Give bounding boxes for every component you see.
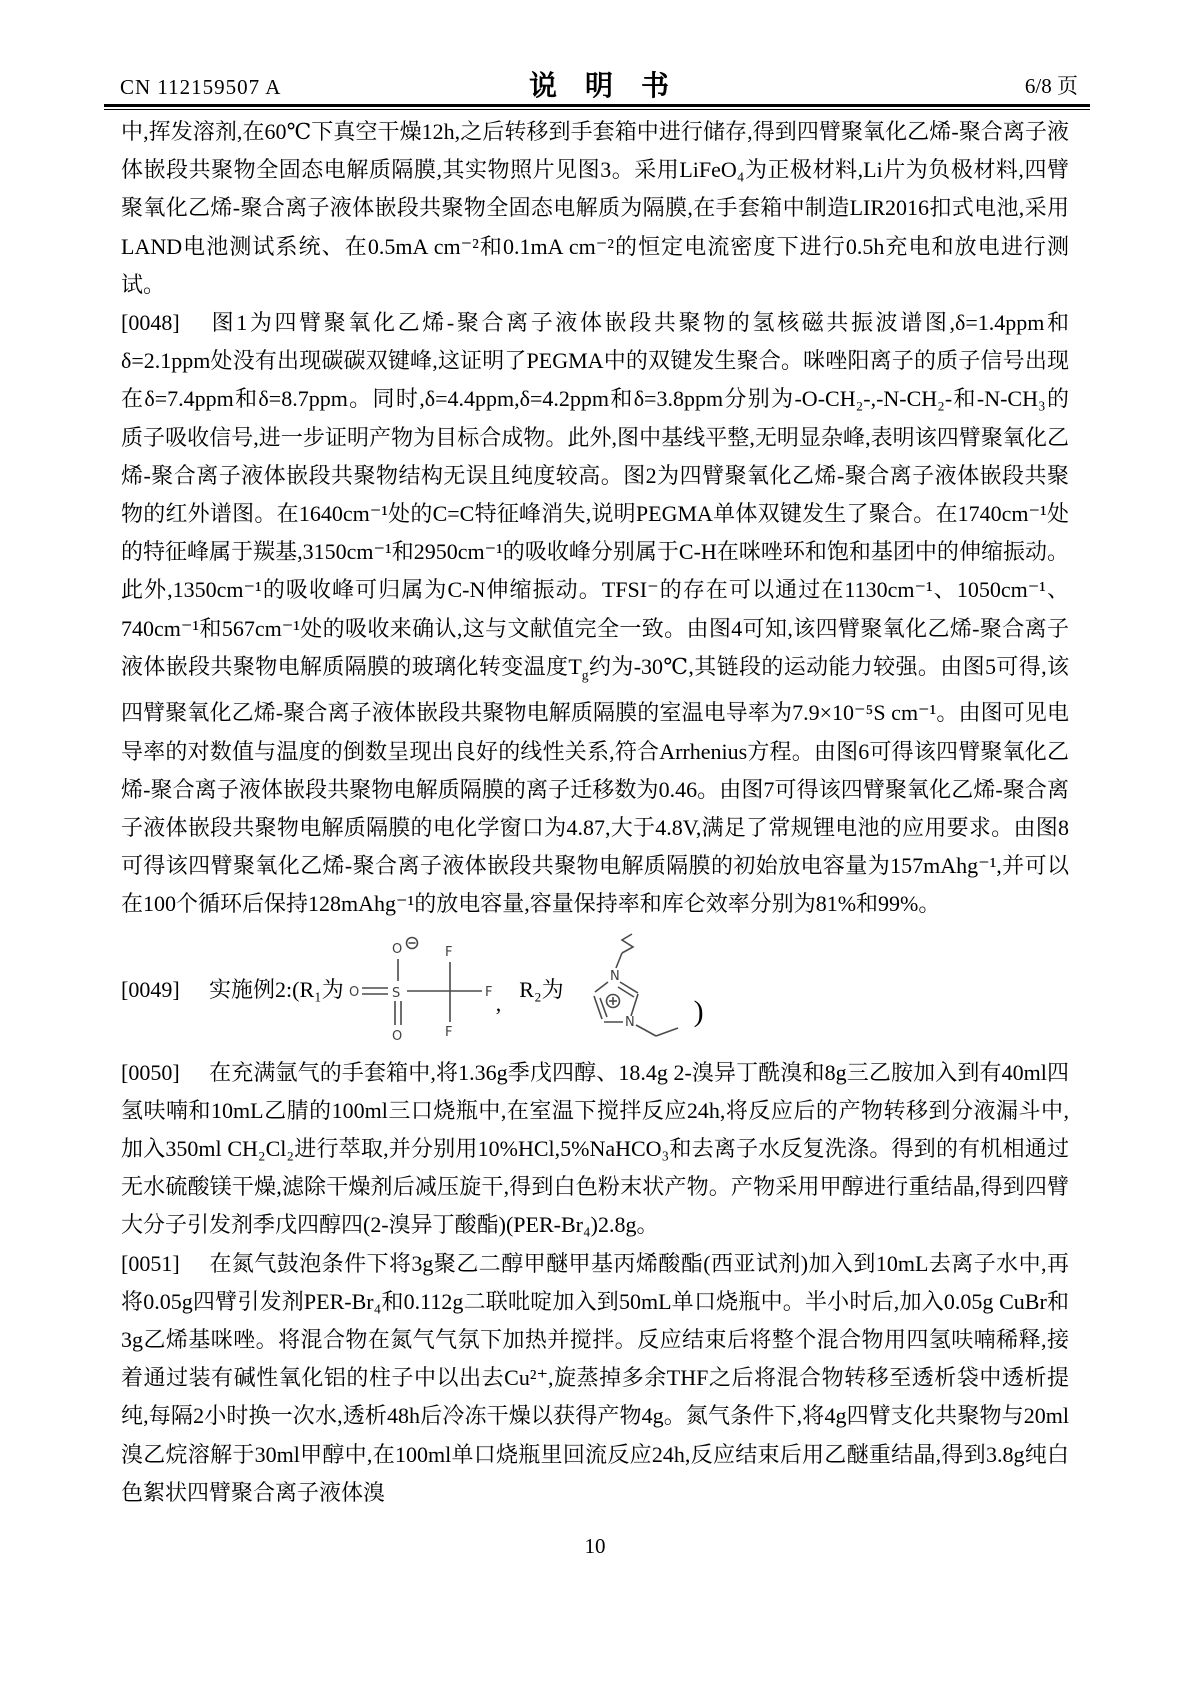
r2-lead-text: R₂为 xyxy=(519,976,564,1002)
nitrogen-atom-label: N xyxy=(624,1014,635,1030)
paragraph-tag: [0051] xyxy=(121,1250,180,1276)
r2-ethyl-imidazolium-structure-icon xyxy=(564,930,694,1050)
example-lead-text: 实施例2:(R₁为 xyxy=(209,976,344,1002)
document-title: 说 明 书 xyxy=(528,71,670,102)
paragraph-text: 中,挥发溶剂,在60℃下真空干燥12h,之后转移到手套箱中进行储存,得到四臂聚氧化乙烯-聚合离子液体嵌段共聚物全固态电解质隔膜,其实物照片见图3。采用LiFeO₄为正极材料,Li片为负极材料,四臂聚氧化乙烯-聚合离子液体嵌段共聚物全固态电解质为隔膜,在手套箱中制造LIR2016扣式电池,采用LAND电池测试系统、在0.5mA cm⁻²和0.1mA cm⁻²的恒定电流密度下进行0.5h充电和放电进行测试。 xyxy=(121,119,1069,297)
double-bond xyxy=(620,982,638,993)
oxygen-atom-label: O xyxy=(391,1028,403,1044)
paragraph-tag: [0048] xyxy=(121,310,180,336)
document-number: CN 112159507 A xyxy=(120,75,282,99)
paragraph-tag: [0049] xyxy=(121,976,180,1002)
fluorine-atom-label: F xyxy=(484,984,493,1000)
paragraph-continuation xyxy=(121,113,1069,304)
sulfur-atom-label: S xyxy=(391,985,401,1001)
tg-subscript: g xyxy=(581,667,589,683)
r1-trifluoromethanesulfonate-structure-icon xyxy=(344,932,496,1048)
single-bond xyxy=(656,1028,678,1036)
closing-parenthesis: ) xyxy=(693,995,704,1029)
paragraph-0051 xyxy=(121,1245,1069,1512)
paragraph-0048 xyxy=(121,304,1069,924)
oxygen-atom-label: O xyxy=(348,984,360,1000)
page-header xyxy=(120,58,1078,102)
paragraph-0049 xyxy=(121,930,1069,1050)
paragraph-text: 图1为四臂聚氧化乙烯-聚合离子液体嵌段共聚物的氢核磁共振波谱图,δ=1.4ppm和δ=2.1ppm处没有出现碳碳双键峰,这证明了PEGMA中的双键发生聚合。咪唑阳离子的质子信号出现在δ=7.4ppm和δ=8.7ppm。同时,δ=4.4ppm,δ=4.2ppm和δ=3.8ppm分别为-O-CH₂-,-N-CH₂-和-N-CH₃的质子吸收信号,进一步证明产物为目标合成物。此外,图中基线平整,无明显杂峰,表明该四臂聚氧化乙烯-聚合离子液体嵌段共聚物结构无误且纯度较高。图2为四臂聚氧化乙烯-聚合离子液体嵌段共聚物的红外谱图。在1640cm⁻¹处的C=C特征峰消失,说明PEGMA单体双键发生了聚合。在1740cm⁻¹处的特征峰属于羰基,3150cm⁻¹和2950cm⁻¹的吸收峰分别属于C-H在咪唑环和饱和基团中的伸缩振动。此外,1350cm⁻¹的吸收峰可归属为C-N伸缩振动。TFSI⁻的存在可以通过在1130cm⁻¹、1050cm⁻¹、740cm⁻¹和567cm⁻¹处的吸收来确认,这与文献值完全一致。由图4可知,该四臂聚氧化乙烯-聚合离子液体嵌段共聚物电解质隔膜的玻璃化转变温度T xyxy=(121,310,1069,679)
fluorine-atom-label: F xyxy=(444,1024,453,1040)
comma-separator: , xyxy=(495,991,502,1017)
document-body xyxy=(121,113,1069,1512)
header-rule xyxy=(104,104,1090,110)
paragraph-text: 约为-30℃,其链段的运动能力较强。由图5可得,该四臂聚氧化乙烯-聚合离子液体嵌段共聚物电解质隔膜的室温电导率为7.9×10⁻⁵S cm⁻¹。由图可见电导率的对数值与温度的倒数呈现出良好的线性关系,符合Arrhenius方程。由图6可得该四臂聚氧化乙烯-聚合离子液体嵌段共聚物电解质隔膜的离子迁移数为0.46。由图7可得该四臂聚氧化乙烯-聚合离子液体嵌段共聚物电解质隔膜的电化学窗口为4.87,大于4.8V,满足了常规锂电池的应用要求。由图8可得该四臂聚氧化乙烯-聚合离子液体嵌段共聚物电解质隔膜的初始放电容量为157mAhg⁻¹,并可以在100个循环后保持128mAhg⁻¹的放电容量,容量保持率和库仑效率分别为81%和99%。 xyxy=(121,653,1069,917)
page-indicator: 6/8 页 xyxy=(1024,74,1078,98)
attachment-squiggle xyxy=(622,934,633,953)
nitrogen-atom-label: N xyxy=(609,968,620,984)
paragraph-tag: [0050] xyxy=(121,1059,180,1085)
paragraph-text: 在充满氩气的手套箱中,将1.36g季戊四醇、18.4g 2-溴异丁酰溴和8g三乙胺加入到有40ml四氢呋喃和10mL乙腈的100ml三口烧瓶中,在室温下搅拌反应24h,将反应后的产物转移到分液漏斗中,加入350ml CH₂Cl₂进行萃取,并分别用10%HCl,5%NaHCO₃和去离子水反复洗涤。得到的有机相通过无水硫酸镁干燥,滤除干燥剂后减压旋干,得到白色粉末状产物。产物采用甲醇进行重结晶,得到四臂大分子引发剂季戊四醇四(2-溴异丁酸酯)(PER-Br₄)2.8g。 xyxy=(121,1059,1069,1238)
fluorine-atom-label: F xyxy=(444,944,453,960)
paragraph-0050 xyxy=(121,1054,1069,1245)
single-bond xyxy=(616,953,622,968)
page-footer xyxy=(0,1534,1190,1559)
single-bond xyxy=(631,994,638,1016)
oxygen-atom-label: O xyxy=(391,941,403,957)
page-number: 10 xyxy=(584,1534,606,1558)
paragraph-text: 在氮气鼓泡条件下将3g聚乙二醇甲醚甲基丙烯酸酯(西亚试剂)加入到10mL去离子水中,再将0.05g四臂引发剂PER-Br₄和0.112g二联吡啶加入到50mL单口烧瓶中。半小时后,加入0.05g CuBr和3g乙烯基咪唑。将混合物在氮气气氛下加热并搅拌。反应结束后将整个混合物用四氢呋喃稀释,接着通过装有碱性氧化铝的柱子中以出去Cu²⁺,旋蒸掉多余THF之后将混合物转移至透析袋中透析提纯,每隔2小时换一次水,透析48h后冷冻干燥以获得产物4g。氮气条件下,将4g四臂支化共聚物与20ml溴乙烷溶解于30ml甲醇中,在100ml单口烧瓶里回流反应24h,反应结束后用乙醚重结晶,得到3.8g纯白色絮状四臂聚合离子液体溴 xyxy=(121,1250,1069,1505)
single-bond xyxy=(636,1025,656,1036)
single-bond xyxy=(595,982,608,992)
